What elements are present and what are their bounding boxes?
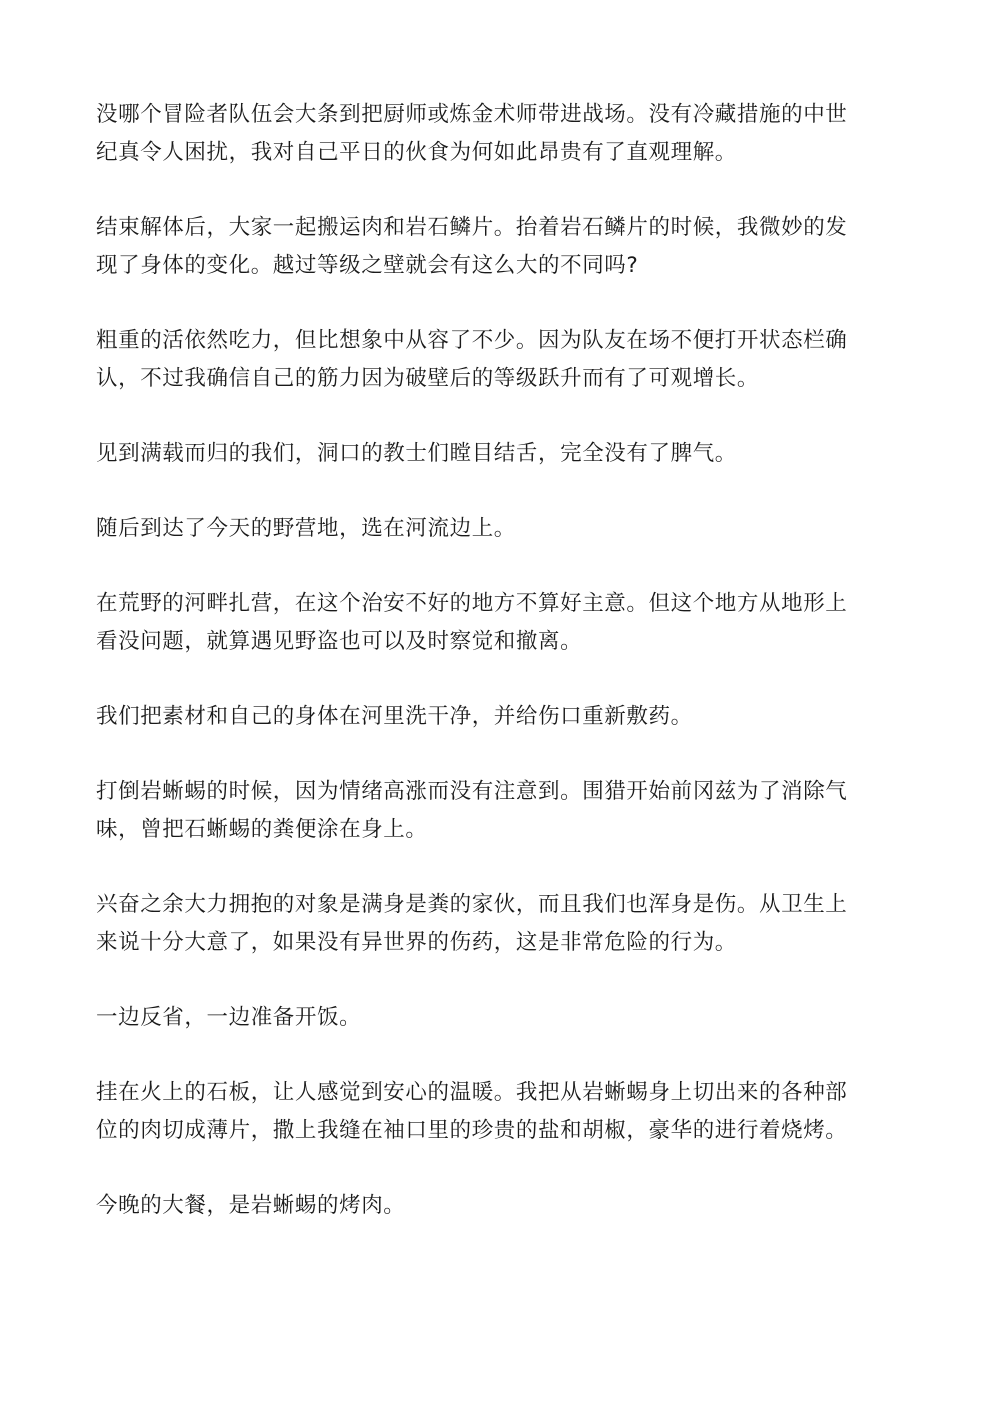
paragraph-3: 粗重的活依然吃力，但比想象中从容了不少。因为队友在场不便打开状态栏确 认，不过我确信自己的筋力因为破壁后的等级跃升而有了可观增长。 xyxy=(96,328,848,391)
paragraph-6: 在荒野的河畔扎营，在这个治安不好的地方不算好主意。但这个地方从地形上 看没问题，就算遇见野盗也可以及时察觉和撤离。 xyxy=(96,591,848,654)
paragraph-9: 兴奋之余大力拥抱的对象是满身是粪的家伙，而且我们也浑身是伤。从卫生上 来说十分大意了，如果没有异世界的伤药，这是非常危险的行为。 xyxy=(96,892,848,955)
paragraph-5: 随后到达了今天的野营地，选在河流边上。 xyxy=(96,516,516,541)
paragraph-2: 结束解体后，大家一起搬运肉和岩石鳞片。抬着岩石鳞片的时候，我微妙的发 现了身体的变化。越过等级之壁就会有这么大的不同吗? xyxy=(96,215,848,278)
paragraph-10: 一边反省，一边准备开饭。 xyxy=(96,1005,362,1030)
paragraph-4: 见到满载而归的我们，洞口的教士们瞠目结舌，完全没有了脾气。 xyxy=(96,441,737,466)
paragraph-11: 挂在火上的石板，让人感觉到安心的温暖。我把从岩蜥蜴身上切出来的各种部 位的肉切成薄片，撒上我缝在袖口里的珍贵的盐和胡椒，豪华的进行着烧烤。 xyxy=(96,1080,848,1143)
paragraph-8: 打倒岩蜥蜴的时候，因为情绪高涨而没有注意到。围猎开始前冈兹为了消除气 味，曾把石蜥蜴的粪便涂在身上。 xyxy=(96,779,848,842)
paragraph-12: 今晚的大餐，是岩蜥蜴的烤肉。 xyxy=(96,1193,406,1218)
paragraph-1: 没哪个冒险者队伍会大条到把厨师或炼金术师带进战场。没有冷藏措施的中世 纪真令人困扰，我对自己平日的伙食为何如此昂贵有了直观理解。 xyxy=(96,102,848,165)
paragraph-7: 我们把素材和自己的身体在河里洗干净，并给伤口重新敷药。 xyxy=(96,704,693,729)
